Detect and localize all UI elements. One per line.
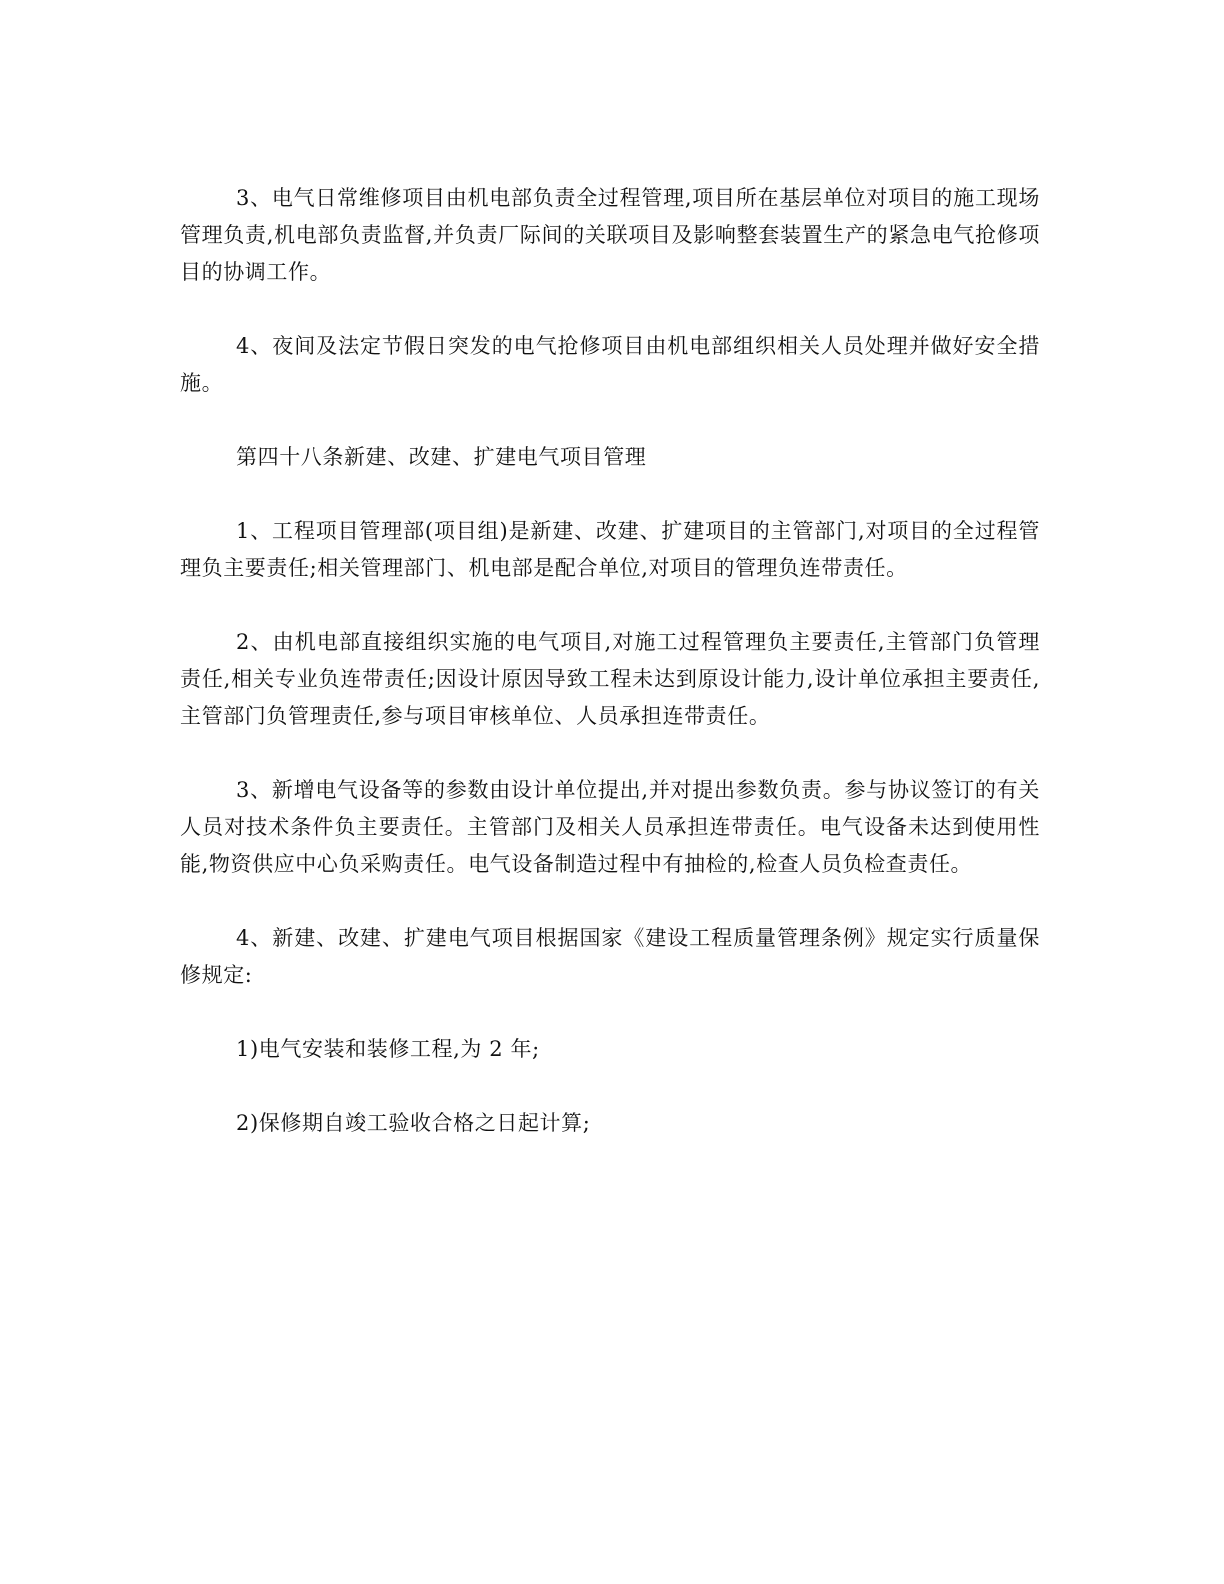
document-page <box>180 180 1040 1179</box>
paragraph-maintenance-item-3: 3、电气日常维修项目由机电部负责全过程管理,项目所在基层单位对项目的施工现场管理负责,机电部负责监督,并负责厂际间的关联项目及影响整套装置生产的紧急电气抢修项目的协调工作。 <box>180 186 1040 284</box>
paragraph-warranty-subitem-2: 2)保修期自竣工验收合格之日起计算; <box>236 1111 591 1135</box>
paragraph-project-item-3: 3、新增电气设备等的参数由设计单位提出,并对提出参数负责。参与协议签订的有关人员对技术条件负主要责任。主管部门及相关人员承担连带责任。电气设备未达到使用性能,物资供应中心负采购责任。电气设备制造过程中有抽检的,检查人员负检查责任。 <box>180 778 1040 876</box>
paragraph-project-item-2: 2、由机电部直接组织实施的电气项目,对施工过程管理负主要责任,主管部门负管理责任,相关专业负连带责任;因设计原因导致工程未达到原设计能力,设计单位承担主要责任,主管部门负管理责任,参与项目审核单位、人员承担连带责任。 <box>180 630 1040 728</box>
article-48-heading: 第四十八条新建、改建、扩建电气项目管理 <box>236 445 647 469</box>
paragraph-maintenance-item-4: 4、夜间及法定节假日突发的电气抢修项目由机电部组织相关人员处理并做好安全措施。 <box>180 334 1040 395</box>
paragraph-project-item-4: 4、新建、改建、扩建电气项目根据国家《建设工程质量管理条例》规定实行质量保修规定: <box>180 926 1040 987</box>
paragraph-project-item-1: 1、工程项目管理部(项目组)是新建、改建、扩建项目的主管部门,对项目的全过程管理负主要责任;相关管理部门、机电部是配合单位,对项目的管理负连带责任。 <box>180 519 1040 580</box>
paragraph-warranty-subitem-1: 1)电气安装和装修工程,为 2 年; <box>236 1037 540 1061</box>
